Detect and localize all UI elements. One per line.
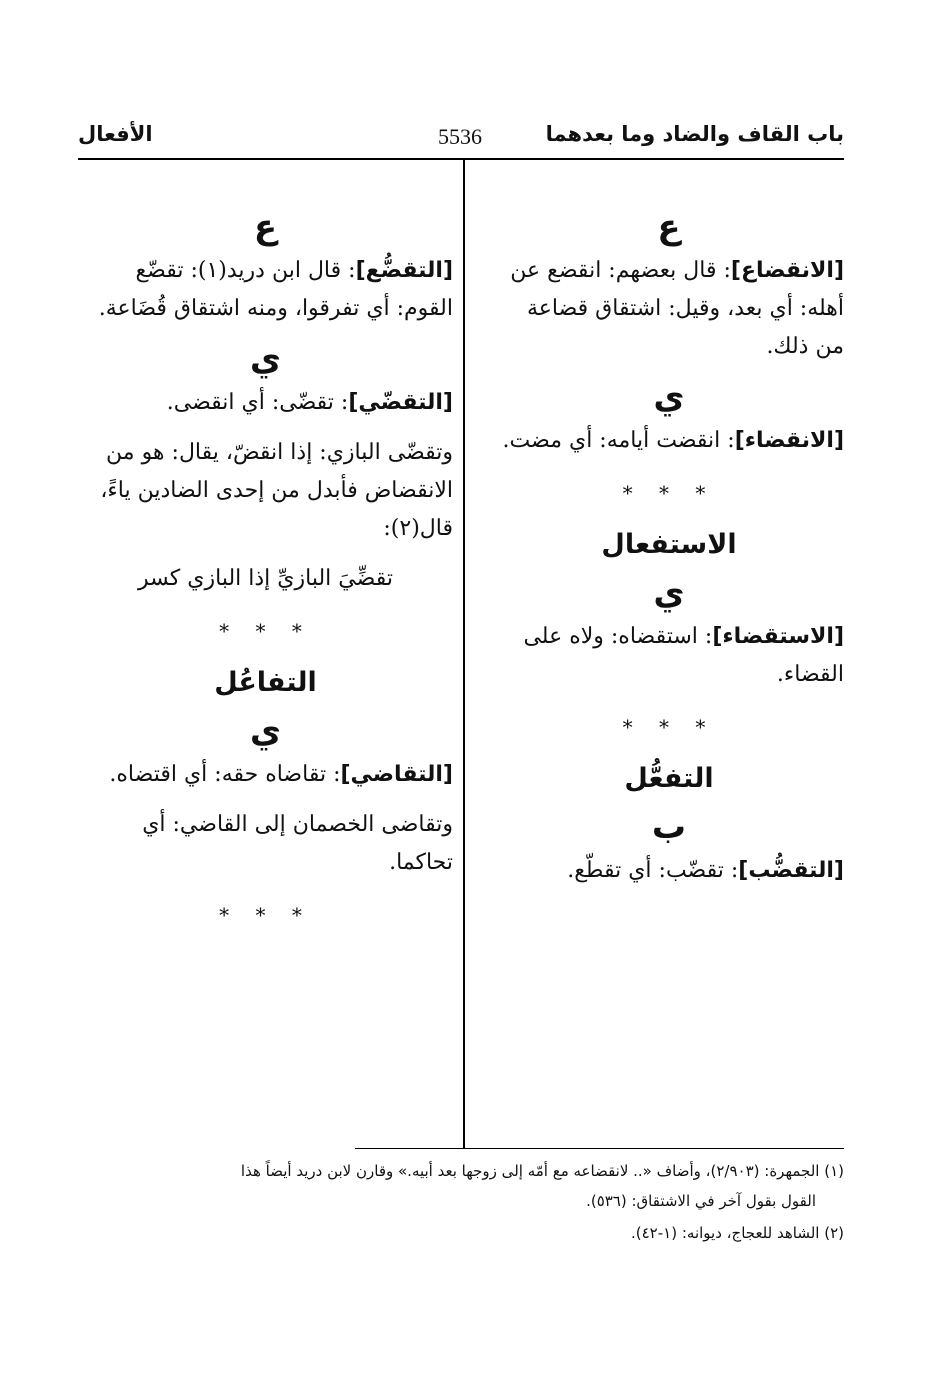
entry-term: [التقضُّع]	[355, 258, 453, 283]
entry-text: : استقضاه: ولاه على القضاء.	[523, 624, 844, 687]
entry-text: : قال ابن دريد(١): تقضّع القوم: أي تفرقوا، ومنه اشتقاق قُضَاعة.	[98, 258, 453, 321]
chapter-title: باب القاف والضاد وما بعدهما	[545, 122, 844, 146]
section-heading: الاستفعال	[601, 529, 737, 560]
letter-heading: ع	[657, 207, 681, 247]
entry-continuation: وتقاضى الخصمان إلى القاضي: أي تحاكما.	[142, 812, 453, 875]
poetry-verse: تقضِّيَ البازيِّ إذا البازي كسر	[138, 566, 393, 591]
entry-text: : انقضت أيامه: أي مضت.	[502, 428, 735, 453]
section-separator: * * *	[219, 619, 312, 643]
entry-text: : تقضّب: أي تقطّع.	[567, 858, 739, 883]
letter-heading: ب	[651, 807, 687, 847]
entry-term: [التقضُّب]	[738, 858, 844, 883]
entry-text: : تقاضاه حقه: أي اقتضاه.	[109, 762, 341, 787]
right-column	[494, 200, 844, 902]
page-header	[78, 118, 844, 168]
dictionary-entry	[78, 252, 453, 328]
section-separator: * * *	[219, 903, 312, 927]
letter-heading: ي	[653, 377, 685, 417]
dictionary-entry	[494, 252, 844, 366]
section-separator: * * *	[622, 715, 716, 739]
letter-heading: ي	[653, 573, 685, 613]
footnote-2: (٢) الشاهد للعجاج، ديوانه: (١-٤٢).	[631, 1224, 844, 1242]
entry-term: [الاستقضاء]	[712, 624, 844, 649]
entry-text: : قال بعضهم: انقضع عن أهله: أي بعد، وقيل: اشتقاق قضاعة من ذلك.	[510, 258, 844, 359]
letter-heading: ي	[249, 339, 282, 379]
entry-term: [الانقضاء]	[734, 428, 844, 453]
footnote-1-continued: القول بقول آخر في الاشتقاق: (٥٣٦).	[586, 1192, 816, 1210]
letter-heading: ع	[253, 207, 278, 247]
header-rule	[78, 158, 844, 160]
dictionary-entry	[494, 422, 844, 460]
letter-heading: ي	[249, 711, 282, 751]
entry-term: [الانقضاع]	[730, 258, 844, 283]
dictionary-entry	[78, 384, 453, 422]
footnotes	[78, 1158, 844, 1250]
dictionary-entry	[494, 618, 844, 694]
entry-continuation: وتقضّى البازي: إذا انقضّ، يقال: هو من الانقضاض فأبدل من إحدى الضادين ياءً، قال(٢):	[100, 440, 453, 541]
dictionary-entry	[78, 756, 453, 794]
section-heading: التفعُّل	[624, 763, 714, 794]
footnote-1: (١) الجمهرة: (٢/٩٠٣)، وأضاف «.. لانقضاعه مع أمّه إلى زوجها بعد أبيه.» وقارن لابن دريد أيضاً هذا	[240, 1162, 844, 1180]
entry-text: : تقضّى: أي انقضى.	[166, 390, 349, 415]
footnote-rule	[355, 1148, 844, 1149]
entry-term: [التقضّي]	[348, 390, 453, 415]
dictionary-entry	[494, 852, 844, 890]
page-number: 5536	[438, 124, 482, 149]
section-title: الأفعال	[78, 122, 153, 146]
left-column	[78, 200, 453, 948]
entry-term: [التقاضي]	[340, 762, 453, 787]
section-heading: التفاعُل	[214, 667, 317, 698]
column-divider	[463, 158, 465, 1148]
section-separator: * * *	[622, 481, 716, 505]
